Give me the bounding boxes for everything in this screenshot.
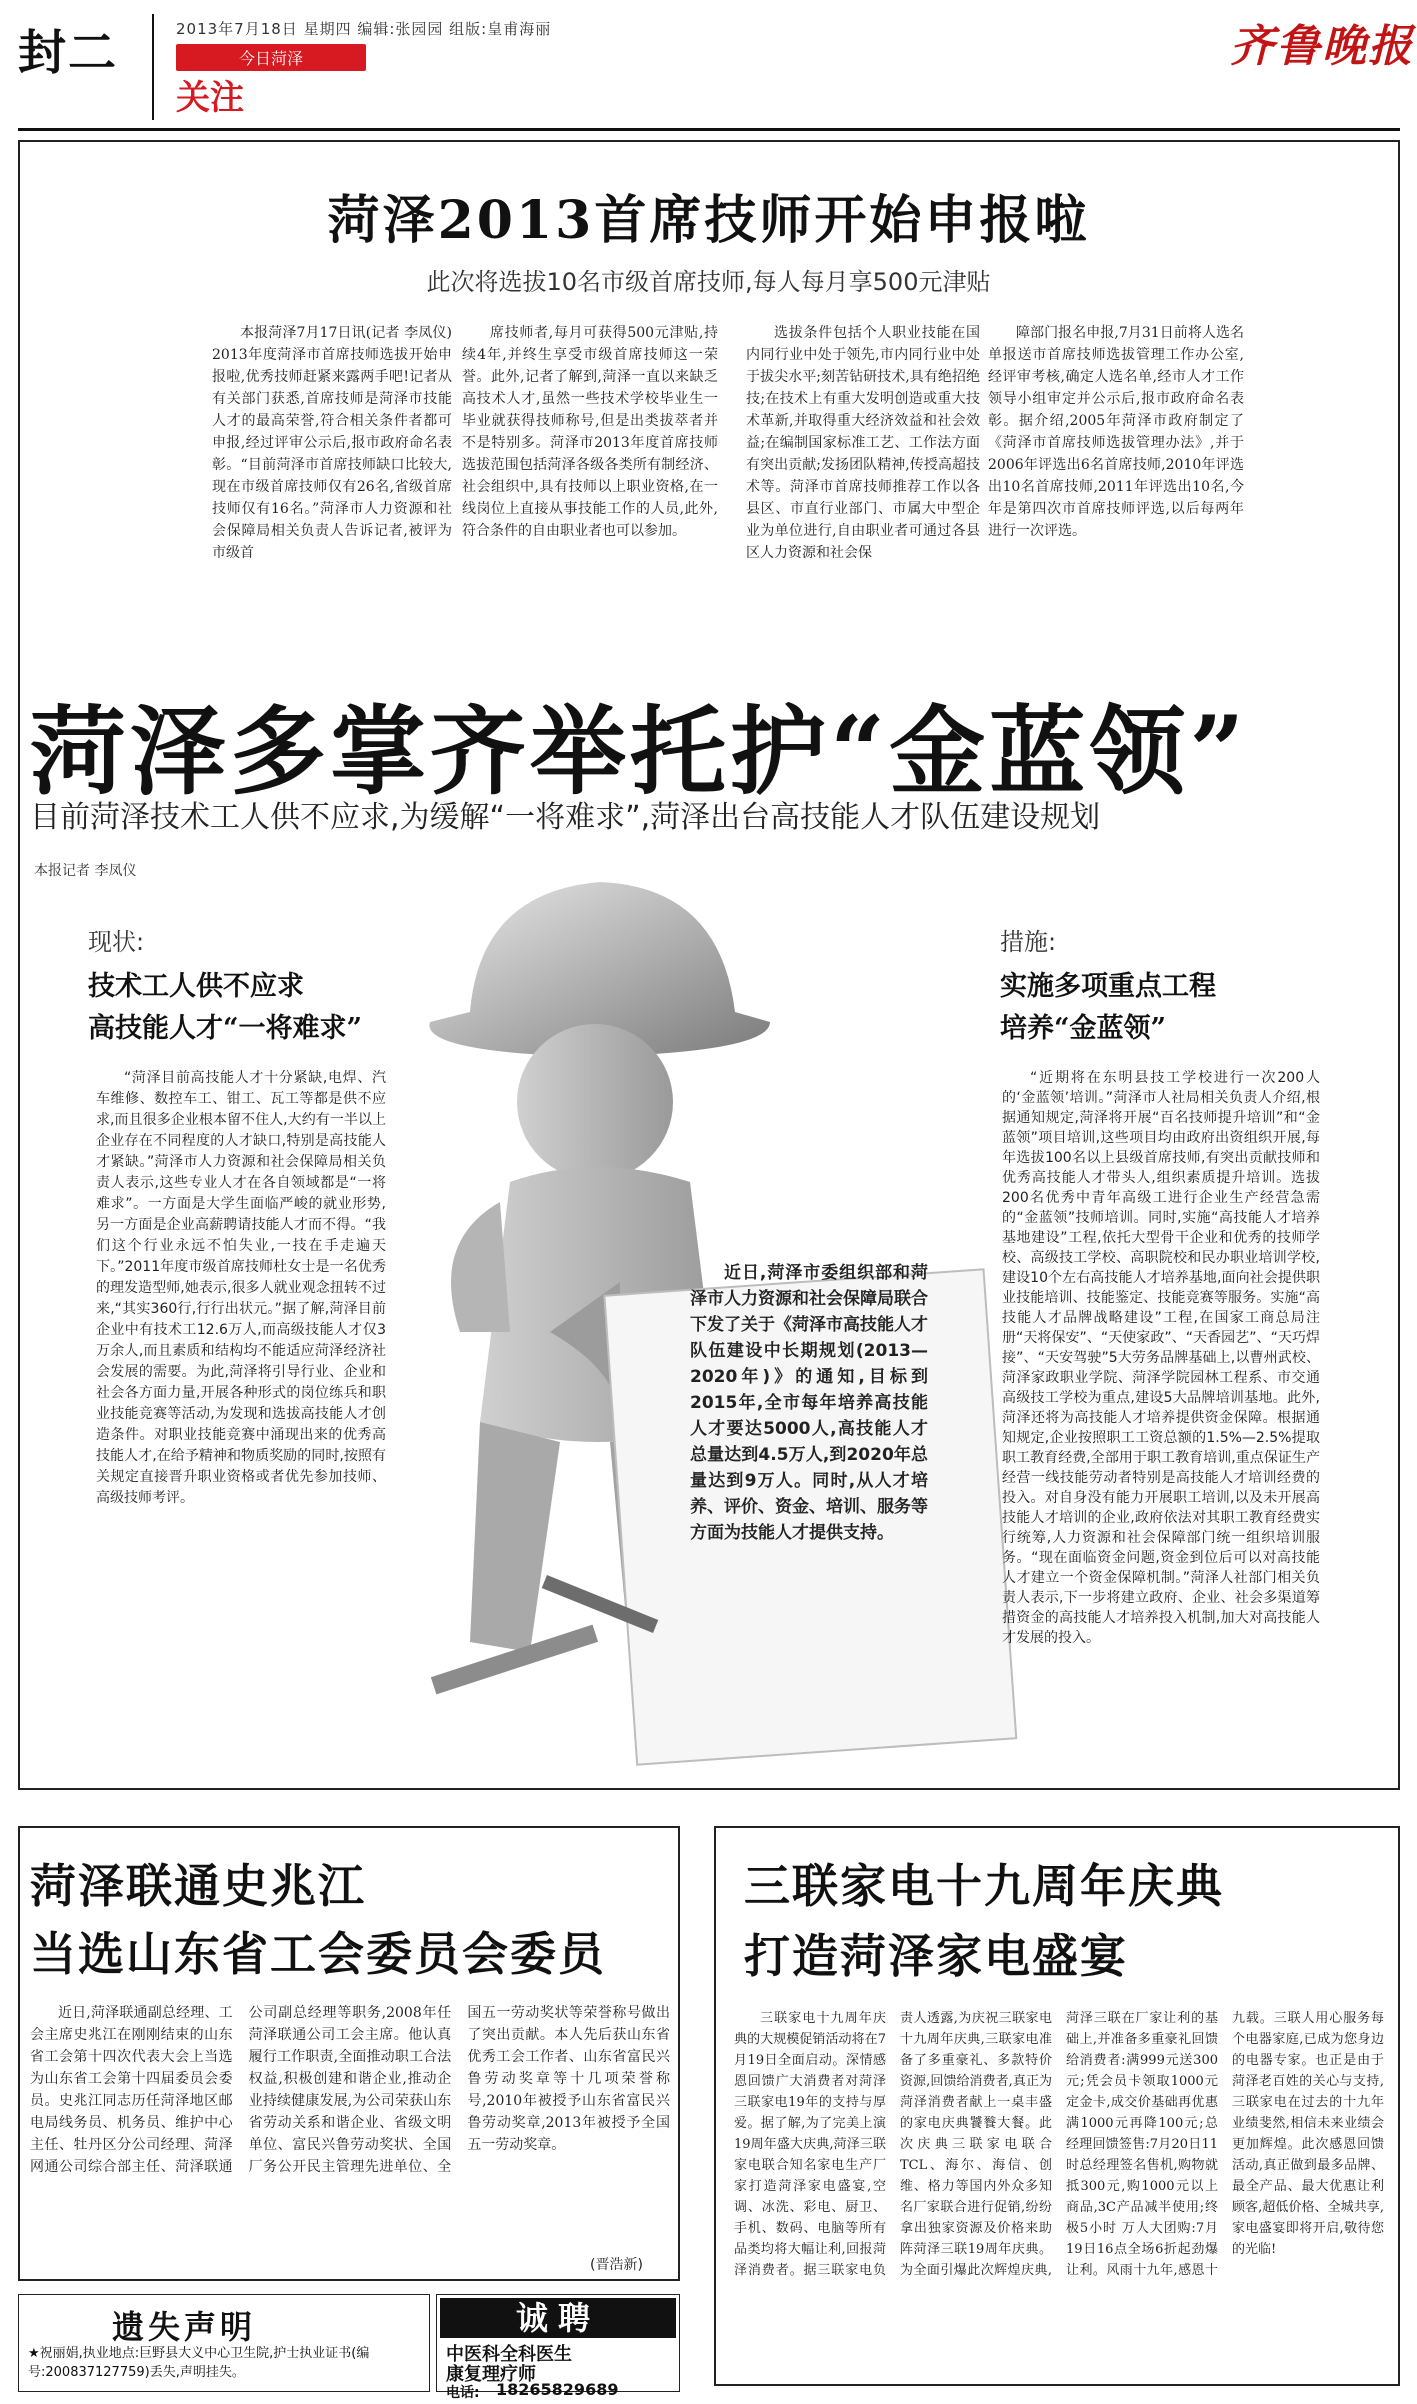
- right-heading-1: 实施多项重点工程: [1000, 971, 1216, 1002]
- story2-title: 菏泽多掌齐举托护“金蓝领”: [30, 695, 1249, 808]
- header-divider: [152, 14, 154, 120]
- story2-byline: 本报记者 李凤仪: [34, 863, 137, 879]
- story1-column-3: 选拔条件包括个人职业技能在国内同行业中处于领先,市内同行业中处于拔尖水平;刻苦钻研技术,具有绝招绝技;在技术上有重大发明创造或重大技术革新,并取得重大经济效益和社会效益;在编制国家标准工艺、工作法方面有突出贡献;发扬团队精神,传授高超技术等。菏泽市首席技师推荐工作以各县区、市直行业部门、市属大中型企业为单位进行,自由职业者可通过各县区人力资源和社会保: [746, 325, 980, 561]
- head-shape: [517, 1024, 673, 1180]
- story4-title-line2: 打造菏泽家电盛宴: [744, 1929, 1128, 1983]
- right-heading-2: 培养“金蓝领”: [1000, 1013, 1167, 1044]
- section-tag: 今日菏泽: [176, 44, 366, 71]
- lost-notice-body: ★祝丽娟,执业地点:巨野县大义中心卫生院,护士执业证书(编号:200837127759)丢失,声明挂失。: [28, 2346, 370, 2380]
- story1-column-2: 席技师者,每月可获得500元津贴,持续4年,并终生享受市级首席技师这一荣誉。此外,记者了解到,菏泽一直以来缺乏高技术人才,虽然一些技术学校毕业生一毕业就获得技师称号,但是出类拔萃者并不是特别多。菏泽市2013年度首席技师选拔范围包括菏泽各级各类所有制经济、社会组织中,具有技师以上职业资格,在一线岗位上直接从事技能工作的人员,此外,符合条件的自由职业者也可以参加。: [462, 325, 718, 539]
- right-body: “近期将在东明县技工学校进行一次200人的‘金蓝领’培训。”菏泽市人社局相关负责人介绍,根据通知规定,菏泽将开展“百名技师提升培训”和“金蓝领”项目培训,这些项目均由政府出资组织开展,每年选拔100名以上县级首席技师,有突出贡献技师和优秀高技能人才带头人,组织素质提升培训。选拔200名优秀中青年高级工进行企业生产经营急需的“金蓝领”技师培训。同时,实施“高技能人才培养基地建设”工程,依托大型骨干企业和优秀的技师学校、高级技工学校、高职院校和民办职业培训学校,建设10个左右高技能人才培养基地,面向社会提供职业技能培训、技能鉴定、技能竞赛等服务。实施“高技能人才品牌战略建设”工程,在国家工商总局注册“天将保安”、“天使家政”、“天香园艺”、“天巧焊接”、“天安驾驶”5大劳务品牌基础上,以曹州武校、菏泽家政职业学院、菏泽学院园林工程系、市交通高级技工学校为重点,建设5大品牌培训基地。此外,菏泽还将为高技能人才培养提供资金保障。根据通知规定,企业按照职工工资总额的1.5%—2.5%提取职工教育经费,全部用于职工教育培训,重点保证生产经营一线技能劳动者特别是高技能人才培训经费的投入。对自身没有能力开展职工培训,以及未开展高技能人才培训的企业,政府依法对其职工教育经费实行统筹,人力资源和社会保障部门统一组织培训服务。“现在面临资金问题,资金到位后可以对高技能人才建立一个资金保障机制。”菏泽人社部门相关负责人表示,下一步将建立政府、企业、社会多渠道筹措资金的高技能人才培养投入机制,加大对高技能人才发展的投入。: [1002, 1070, 1320, 1646]
- story3-title-line2: 当选山东省工会委员会委员: [30, 1927, 606, 1981]
- center-body: 近日,菏泽市委组织部和菏泽市人力资源和社会保障局联合下发了关于《菏泽市高技能人才队伍建设中长期规划(2013—2020年)》的通知,目标到2015年,全市每年培养高技能人才要达5000人,高技能人才总量达到4.5万人,到2020年总量达到9万人。同时,从人才培养、评价、资金、培训、服务等方面为技能人才提供支持。: [690, 1263, 928, 1543]
- masthead-logo: 齐鲁晚报: [1230, 21, 1414, 72]
- hiring-title: 诚聘: [515, 2299, 600, 2337]
- story4-body: 三联家电十九周年庆典的大规模促销活动将在7月19日全面启动。深情感恩回馈广大消费者对菏泽三联家电19年的支持与厚爱。据了解,为了完美上演19周年盛大庆典,菏泽三联家电联合知名家电生产厂家打造菏泽家电盛宴,空调、冰洗、彩电、厨卫、手机、数码、电脑等所有品类均将大幅让利,回报菏泽消费者。据三联家电负责人透露,为庆祝三联家电十九周年庆典,三联家电准备了多重豪礼、多款特价资源,回馈给消费者,真正为菏泽消费者献上一桌丰盛的家电庆典饕餮大餐。此次庆典三联家电联合TCL、海尔、海信、创维、格力等国内外众多知名厂家联合进行促销,纷纷拿出独家资源及价格来助阵菏泽三联19周年庆典。为全面引爆此次辉煌庆典,菏泽三联在厂家让利的基础上,并准备多重豪礼回馈给消费者:满999元送300元;凭会员卡领取1000元定金卡,成交价基础再优惠满1000元再降100元;总经理回馈签售:7月20日11时总经理签名售机,购物就抵300元,购1000元以上商品,3C产品减半使用;终极5小时 万人大团购:7月19日16点全场6折起劲爆让利。风雨十九年,感恩十九载。三联人用心服务每个电器家庭,已成为您身边的电器专家。也正是由于菏泽老百姓的关心与支持,三联家电在过去的十九年业绩斐然,相信未来业绩会更加辉煌。此次感恩回馈活动,真正做到最多品牌、最全产品、最大优惠让利顾客,超低价格、全城共享,家电盛宴即将开启,敬待您的光临!: [734, 2011, 1384, 2278]
- left-body: “菏泽目前高技能人才十分紧缺,电焊、汽车维修、数控车工、钳工、瓦工等都是供不应求,而且很多企业根本留不住人,大约有一半以上企业存在不同程度的人才缺口,特别是高技能人才紧缺。”菏泽市人力资源和社会保障局相关负责人表示,这些专业人才在各自领域都是“一将难求”。一方面是大学生面临严峻的就业形势,另一方面是企业高薪聘请技能人才而不得。“我们这个行业永远不怕失业,一技在手走遍天下。”2011年度市级首席技师杜女士是一名优秀的理发造型师,她表示,很多人就业观念扭转不过来,“其实360行,行行出状元。”据了解,菏泽目前企业中有技术工12.6万人,而高级技能人才仅3万余人,而且素质和结构均不能适应菏泽经济社会发展的需要。为此,菏泽将引导行业、企业和社会各方面力量,开展各种形式的岗位练兵和职业技能竞赛等活动,为发现和选拔高技能人才创造条件。对职业技能竞赛中涌现出来的优秀高技能人才,在给予精神和物质奖励的同时,按照有关规定直接晋升职业资格或者优先参加技师、高级技师考评。: [96, 1070, 386, 1506]
- story3-title-line1: 菏泽联通史兆江: [30, 1859, 366, 1913]
- story1-subtitle: 此次将选拔10名市级首席技师,每人每月享500元津贴: [426, 268, 991, 296]
- left-heading-1: 技术工人供不应求: [88, 971, 304, 1002]
- header-meta: 2013年7月18日 星期四 编辑:张园园 组版:皇甫海丽: [176, 20, 552, 38]
- leg-left-shape: [470, 1422, 560, 1652]
- arm-left-shape: [451, 1202, 510, 1332]
- left-section-label: 现状:: [88, 928, 145, 956]
- hiring-line1: 中医科全科医生: [446, 2344, 572, 2365]
- hiring-phone-label: 电话:: [446, 2385, 480, 2401]
- story1-column-1: 本报菏泽7月17日讯(记者 李凤仪) 2013年度菏泽市首席技师选拔开始申报啦,优秀技师赶紧来露两手吧!记者从有关部门获悉,首席技师是菏泽市技能人才的最高荣誉,符合相关条件者都可申报,经过评审公示后,报市政府命名表彰。“目前菏泽市首席技师缺口比较大,现在市级首席技师仅有26名,省级首席技师仅有16名。”菏泽市人力资源和社会保障局相关负责人告诉记者,被评为市级首: [212, 325, 452, 561]
- channel-label: 关注: [176, 78, 244, 118]
- page-section-label: 封二: [18, 25, 119, 81]
- left-heading-2: 高技能人才“一将难求”: [88, 1013, 363, 1044]
- story1-column-4: 障部门报名申报,7月31日前将人选名单报送市首席技师选拔管理工作办公室,经评审考核,确定人选名单,经市人才工作领导小组审定并公示后,报市政府命名表彰。据介绍,2005年菏泽市政府制定了《菏泽市首席技师选拔管理办法》,并于2006年评选出6名首席技师,2010年评选出10名首席技师,2011年评选出10名,今年是第四次市首席技师评选,以后每两年进行一次评选。: [988, 325, 1244, 539]
- story2-subtitle: 目前菏泽技术工人供不应求,为缓解“一将难求”,菏泽出台高技能人才队伍建设规划: [30, 800, 1101, 835]
- header-rule: [18, 128, 1400, 131]
- lost-notice-title: 遗失声明: [112, 2308, 257, 2346]
- story3-body: 近日,菏泽联通副总经理、工会主席史兆江在刚刚结束的山东省工会第十四次代表大会上当选为山东省工会第十四届委员会委员。史兆江同志历任菏泽地区邮电局线务员、机务员、维护中心主任、牡丹区分公司经理、菏泽网通公司综合部主任、菏泽联通公司副总经理等职务,2008年任菏泽联通公司工会主席。他认真履行工作职责,全面推动职工合法权益,积极创建和谐企业,推动企业持续健康发展,为公司荣获山东省劳动关系和谐企业、省级文明单位、富民兴鲁劳动奖状、全国厂务公开民主管理先进单位、全国五一劳动奖状等荣誉称号做出了突出贡献。本人先后获山东省优秀工会工作者、山东省富民兴鲁劳动奖章等十几项荣誉称号,2010年被授予山东省富民兴鲁劳动奖章,2013年被授予全国五一劳动奖章。: [30, 2005, 670, 2175]
- story4-title-line1: 三联家电十九周年庆典: [744, 1859, 1224, 1913]
- story3-credit: (晋浩新): [590, 2257, 643, 2273]
- hiring-phone: 18265829689: [496, 2380, 619, 2399]
- right-section-label: 措施:: [1000, 928, 1057, 956]
- hiring-line2: 康复理疗师: [446, 2364, 536, 2385]
- story1-title: 菏泽2013首席技师开始申报啦: [327, 190, 1090, 251]
